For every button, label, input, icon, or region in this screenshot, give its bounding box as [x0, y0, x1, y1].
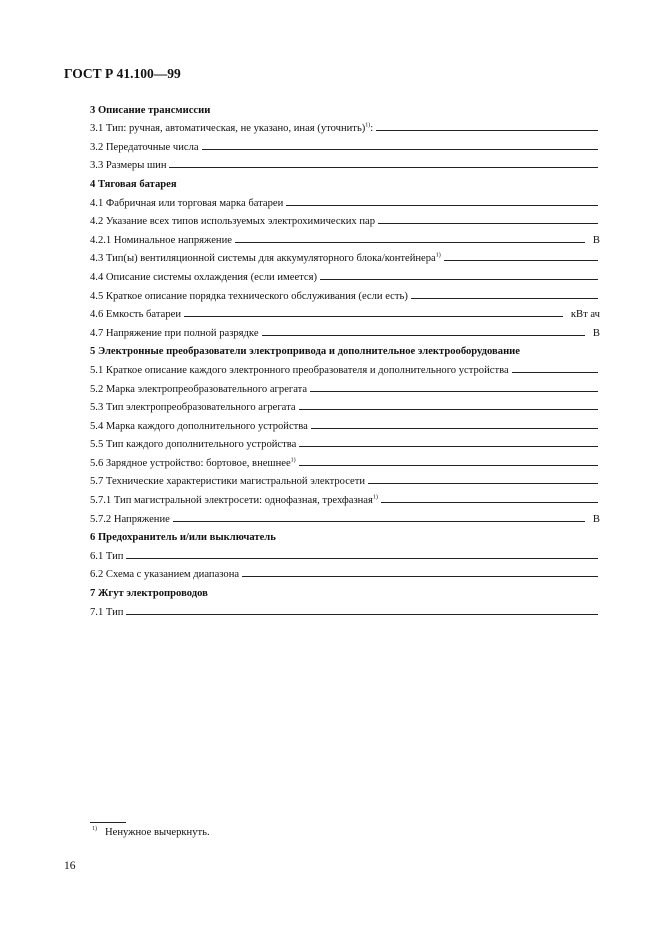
fill-in-line[interactable] — [444, 260, 598, 261]
label-text: 5.5 Тип каждого дополнительного устройства — [90, 439, 297, 451]
label-text: 3.2 Передаточные числа — [90, 141, 199, 153]
label-text: 3.1 Тип: ручная, автоматическая, не указано, иная (уточнить) — [90, 123, 366, 135]
field-label — [90, 384, 307, 395]
unit-label: В — [592, 513, 600, 525]
fill-in-line[interactable] — [173, 521, 585, 522]
section-title — [90, 179, 177, 190]
label-text: 4.1 Фабричная или торговая марка батареи — [90, 197, 284, 209]
field-label — [90, 514, 170, 525]
label-text: 5.7 Технические характеристики магистральной электросети — [90, 476, 366, 488]
form-field-row — [90, 153, 600, 172]
label-text: 5 Электронные преобразователи электропривода и дополнительное электрооборудование — [90, 346, 520, 358]
fill-in-line[interactable] — [126, 558, 598, 559]
fill-in-line[interactable] — [368, 483, 598, 484]
label-text: 4.3 Тип(ы) вентиляционной системы для аккумуляторного блока/контейнера — [90, 253, 436, 265]
section-heading — [90, 339, 600, 358]
field-label — [90, 439, 296, 450]
label-text: 4.2.1 Номинальное напряжение — [90, 234, 232, 246]
field-label — [90, 402, 296, 413]
label-text: 4.6 Емкость батареи — [90, 309, 181, 321]
form-field-row — [90, 376, 600, 395]
fill-in-line[interactable] — [286, 205, 598, 206]
label-text: 4.4 Описание системы охлаждения (если имеется) — [90, 271, 318, 283]
label-text: 6 Предохранитель и/или выключатель — [90, 532, 276, 544]
form-field-row — [90, 543, 600, 562]
field-label — [90, 421, 308, 432]
footnote-ref: 1) — [372, 494, 378, 501]
label-text: 5.4 Марка каждого дополнительного устройства — [90, 420, 308, 432]
field-label — [90, 365, 509, 376]
label-text: 5.3 Тип электропреобразовательного агрегата — [90, 402, 296, 414]
fill-in-line[interactable] — [169, 167, 598, 168]
fill-in-line[interactable] — [299, 465, 598, 466]
section-heading — [90, 525, 600, 544]
field-label — [90, 216, 375, 227]
field-label — [90, 458, 296, 469]
footnote-ref: 1) — [435, 252, 441, 259]
fill-in-line[interactable] — [242, 576, 598, 577]
label-text: 7 Жгут электропроводов — [90, 588, 208, 600]
unit-label: В — [592, 234, 600, 246]
label-text: 5.2 Марка электропреобразовательного агрегата — [90, 383, 308, 395]
label-text: 4 Тяговая батарея — [90, 178, 177, 190]
fill-in-line[interactable] — [512, 372, 598, 373]
fill-in-line[interactable] — [202, 149, 598, 150]
fill-in-line[interactable] — [299, 409, 598, 410]
section-heading — [90, 580, 600, 599]
footnote-ref: 1) — [290, 457, 296, 464]
form-field-row — [90, 264, 600, 283]
fill-in-line[interactable] — [411, 298, 598, 299]
field-label — [90, 272, 317, 283]
fill-in-line[interactable] — [184, 316, 563, 317]
footnote — [92, 827, 210, 838]
form-field-row — [90, 506, 600, 525]
section-title — [90, 105, 210, 116]
field-label — [90, 607, 123, 618]
unit-label: В — [592, 327, 600, 339]
form-field-row — [90, 432, 600, 451]
section-title — [90, 346, 520, 357]
field-label — [90, 253, 441, 264]
label-text: 4.5 Краткое описание порядка технического обслуживания (если есть) — [90, 290, 408, 302]
form-field-row — [90, 246, 600, 265]
label-text: 3 Описание трансмиссии — [90, 104, 211, 116]
footnote-text: Ненужное вычеркнуть. — [105, 827, 210, 838]
section-heading — [90, 171, 600, 190]
fill-in-line[interactable] — [381, 502, 598, 503]
field-label — [90, 309, 181, 320]
form-field-row — [90, 227, 600, 246]
form-field-row — [90, 302, 600, 321]
form-field-row — [90, 209, 600, 228]
form-field-row — [90, 190, 600, 209]
unit-label: кВт ач — [570, 309, 600, 321]
field-label — [90, 123, 373, 134]
form-field-row — [90, 320, 600, 339]
form-field-row — [90, 599, 600, 618]
form-content — [90, 97, 600, 618]
document-code-header: ГОСТ Р 41.100—99 — [64, 66, 181, 81]
fill-in-line[interactable] — [378, 223, 598, 224]
footnote-ref: 1) — [365, 122, 371, 129]
field-label — [90, 291, 408, 302]
form-field-row — [90, 469, 600, 488]
fill-in-line[interactable] — [310, 391, 598, 392]
label-text: 4.7 Напряжение при полной разрядке — [90, 327, 259, 339]
label-text: 6.2 Схема с указанием диапазона — [90, 569, 240, 581]
label-text: 5.6 Зарядное устройство: бортовое, внешнее — [90, 457, 291, 469]
label-text: 5.7.1 Тип магистральной электросети: однофазная, трехфазная — [90, 495, 373, 507]
label-text: 5.7.2 Напряжение — [90, 513, 170, 525]
field-label — [90, 551, 123, 562]
form-field-row — [90, 395, 600, 414]
section-title — [90, 588, 208, 599]
section-heading — [90, 97, 600, 116]
label-suffix: : — [370, 123, 374, 135]
form-field-row — [90, 116, 600, 135]
footnote-divider — [90, 822, 126, 823]
field-label — [90, 160, 166, 171]
fill-in-line[interactable] — [299, 446, 598, 447]
label-text: 4.2 Указание всех типов используемых электрохимических пар — [90, 216, 376, 228]
form-field-row — [90, 562, 600, 581]
fill-in-line[interactable] — [262, 335, 585, 336]
label-text: 3.3 Размеры шин — [90, 160, 167, 172]
label-text: 7.1 Тип — [90, 606, 124, 618]
fill-in-line[interactable] — [320, 279, 598, 280]
fill-in-line[interactable] — [376, 130, 598, 131]
label-text: 5.1 Краткое описание каждого электронного преобразователя и дополнительного устройства — [90, 364, 509, 376]
fill-in-line[interactable] — [235, 242, 585, 243]
field-label — [90, 235, 232, 246]
field-label — [90, 495, 378, 506]
field-label — [90, 142, 199, 153]
fill-in-line[interactable] — [126, 614, 598, 615]
footnote-mark: 1) — [92, 826, 97, 833]
field-label — [90, 198, 283, 209]
label-text: 6.1 Тип — [90, 550, 124, 562]
form-field-row — [90, 283, 600, 302]
field-label — [90, 476, 365, 487]
fill-in-line[interactable] — [311, 428, 598, 429]
page-number: 16 — [64, 860, 76, 872]
field-label — [90, 569, 239, 580]
field-label — [90, 328, 259, 339]
form-field-row — [90, 357, 600, 376]
form-field-row — [90, 487, 600, 506]
form-field-row — [90, 134, 600, 153]
form-field-row — [90, 413, 600, 432]
form-field-row — [90, 450, 600, 469]
section-title — [90, 532, 276, 543]
